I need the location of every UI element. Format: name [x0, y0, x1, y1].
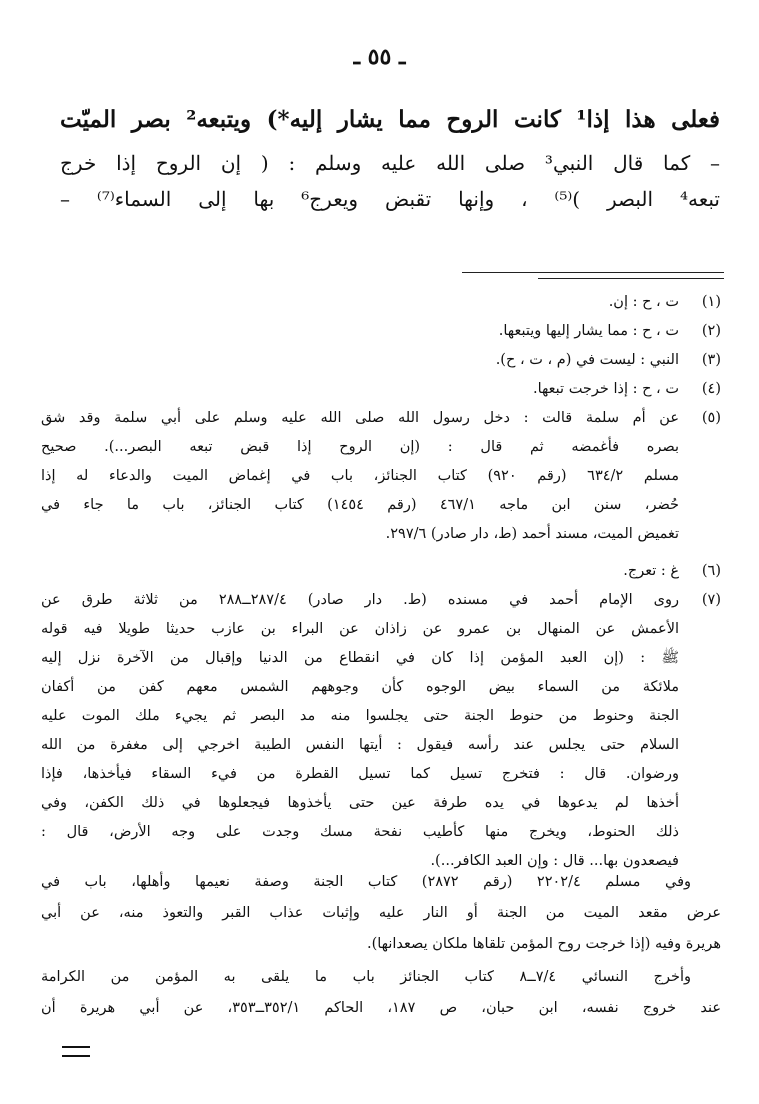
footnote-text: ت ، ح : إذا خرجت تبعها. [532, 381, 679, 397]
footnote-number: (٥) [701, 410, 721, 426]
paragraph-line: عرض مقعد الميت من الجنة أو النار عليه وإثبات عذاب القبر والتعوذ منه، عن أبي [41, 905, 721, 921]
footnote-text: ت ، ح : إن. [608, 294, 679, 310]
note-paragraph-2 [41, 962, 721, 1024]
main-text-line-1: فعلى هذا إذا¹ كانت الروح مما يشار إليه*) ويتبعه² بصر الميّت [60, 106, 720, 133]
main-text-line-2: – كما قال النبي³ صلى الله عليه وسلم : ( إن الروح إذا خرج [60, 151, 720, 175]
footnote-7-line [41, 615, 721, 644]
footnote-7-line [41, 673, 721, 702]
footnote-7-line [41, 818, 721, 847]
footnote-text: ت ، ح : مما يشار إليها ويتبعها. [498, 323, 679, 339]
footnote-7-line [41, 644, 721, 673]
footnote-text: بصره فأغمضه ثم قال : (إن الروح إذا قبض تبعه البصر...). صحيح [41, 439, 679, 455]
footnote-text: الجنة وحنوط من حنوط الجنة حتى يجلسوا منه مد البصر ثم يجيء ملك الموت عليه [41, 708, 679, 724]
footnote-text: تغميض الميت، مسند أحمد (ط، دار صادر) ٢٩٧/٦. [385, 526, 679, 542]
footnote-7-line [41, 702, 721, 731]
footnote-text: حُضر، سنن ابن ماجه ٤٦٧/١ (رقم ١٤٥٤) كتاب الجنائز، باب ما جاء في [41, 497, 679, 513]
footnote-number: (١) [701, 294, 721, 310]
paragraph-line: هريرة وفيه (إذا خرجت روح المؤمن تلقاها ملكان يصعدانها). [366, 936, 721, 952]
footnote-7 [41, 586, 721, 615]
footnote-number: (٤) [701, 381, 721, 397]
footnote-text: ﷺ : (إن العبد المؤمن إذا كان في انقطاع من الدنيا وإقبال من الآخرة نزل إليه [41, 650, 679, 666]
footnote-text: مسلم ٦٣٤/٢ (رقم ٩٢٠) كتاب الجنائز، باب في إغماض الميت والدعاء له إذا [41, 468, 679, 484]
footnote-5-line [41, 520, 721, 549]
footnote-5-line [41, 433, 721, 462]
footnote-text: عن أم سلمة قالت : دخل رسول الله صلى الله عليه وسلم على أبي سلمة وقد شق [41, 410, 679, 426]
footnote-7-line [41, 760, 721, 789]
footnote-number: (٧) [701, 592, 721, 608]
footnote-5 [41, 404, 721, 433]
page-number: ـ ٥٥ ـ [353, 44, 406, 70]
footnote-number: (٣) [701, 352, 721, 368]
footnote-text: غ : تعرج. [623, 563, 679, 579]
footnote-text: الأعمش عن المنهال بن عمرو عن زاذان عن البراء بن عازب حديثا طويلا فيه قوله [41, 621, 679, 637]
footnote-7-line [41, 731, 721, 760]
main-text-line-3: تبعه⁴ البصر )⁽⁵⁾ ، وإنها تقبض ويعرج⁶ بها إلى السماء⁽⁷⁾ – [60, 187, 720, 211]
footnote-5-line [41, 462, 721, 491]
footnote-text: النبي : ليست في (م ، ت ، ح). [495, 352, 679, 368]
footnote-text: السلام حتى يجلس عند رأسه فيقول : أيتها النفس الطيبة اخرجي إلى مغفرة من الله [41, 737, 679, 753]
paragraph-line: وفي مسلم ٢٢٠٢/٤ (رقم ٢٨٧٢) كتاب الجنة وصفة نعيمها وأهلها، باب في [41, 874, 692, 890]
footnote-text: ذلك الحنوط، ويخرج منها كأطيب نفحة مسك وجدت على وجه الأرض، قال : [41, 824, 679, 840]
footnote-text: ورضوان. قال : فتخرج تسيل كما تسيل القطرة من فيء السقاء فيأخذها، فإذا [41, 766, 679, 782]
footnote-text: روى الإمام أحمد في مسنده (ط. دار صادر) ٢٨٧/٤ــ٢٨٨ من ثلاثة طرق عن [41, 592, 679, 608]
footnote-separator-short [538, 278, 724, 279]
footnote-text: ملائكة من السماء بيض الوجوه كأن وجوههم الشمس معهم كفن من أكفان [41, 679, 679, 695]
footnote-text: فيصعدون بها... قال : وإن العبد الكافر...). [430, 853, 679, 869]
footnotes [41, 288, 721, 876]
footnote-number: (٢) [701, 323, 721, 339]
footnote-text: أخذها لم يدعوها في يده طرفة عين حتى يأخذوها فيجعلوها في ذلك الكفن، وفي [41, 795, 679, 811]
page-end-mark [62, 1046, 90, 1057]
footnote-7-line [41, 789, 721, 818]
footnote-3 [41, 346, 721, 375]
footnote-number: (٦) [701, 563, 721, 579]
footnote-2 [41, 317, 721, 346]
footnote-separator [462, 272, 724, 273]
footnote-1 [41, 288, 721, 317]
footnote-4 [41, 375, 721, 404]
footnote-6 [41, 557, 721, 586]
footnote-5-line [41, 491, 721, 520]
paragraph-line: عند خروج نفسه، ابن حبان، ص ١٨٧، الحاكم ٣٥٢/١ــ٣٥٣، عن أبي هريرة أن [41, 1000, 721, 1016]
paragraph-line: وأخرج النسائي ٧/٤ــ٨ كتاب الجنائز باب ما يلقى به المؤمن من الكرامة [41, 969, 691, 985]
note-paragraph-1 [41, 867, 721, 960]
